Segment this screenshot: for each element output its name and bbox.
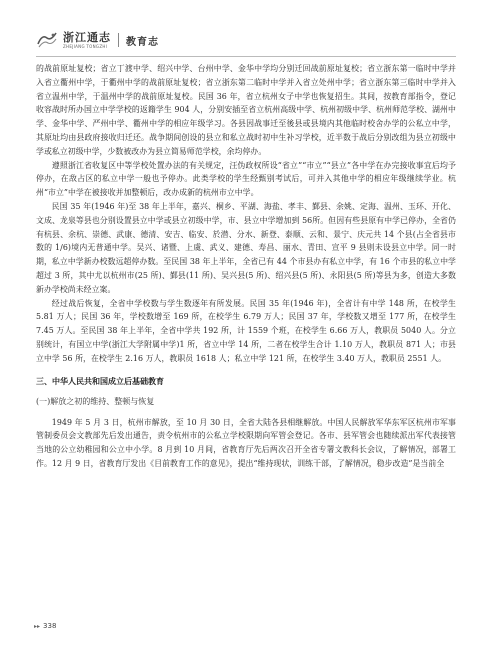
paragraph-4: 经过战后恢复，全省中学校数与学生数逐年有所发展。民国 35 年(1946 年)，全省计有中学 148 所，在校学生 5.81 万人；民国 36 年，学校数增至 169 所，在校学生 6.79 万人；民国 37 年，学校数又增至 177 所，在校学生 7.45 万人。至民国 38 年上半年，全省中学共 192 所，计 1559 个班，在校学生 6.66 万人，教职员 5040 人。分立别统计，有国立中学(浙江大学附属中学)1 所，省立中学 14 所，二者在校学生合计 1.10 万人，教职员 871 人；市县立中学 56 所，在校学生 2.16 万人，教职员 1618 人；私立中学 121 所，在校学生 3.40 万人，教职员 2551 人。 [36,298,456,363]
paragraph-1: 的战前原址复校；省立丁渡中学、绍兴中学、台州中学、金华中学均分别迁回战前原址复校；省立浙东第一临时中学并入省立衢州中学，于衢州中学的战前原址复校；省立浙东第二临时中学并入省立处州中学；省立浙东第三临时中学并入省立温州中学，于温州中学的战前原址复校。民国 36 年，省立杭州女子中学也恢复招生。其间，按教育部指令，登记收容战时所办国立中学学校的返籍学生 904 人，分别安插至省立杭州高级中学、杭州初级中学、杭州师范学校、湖州中学、金华中学、严州中学、衢州中学的相应年级学习。各县因战事迁至後县或县境内其他临时校舍办学的公私立中学，其原址均由县政府接收归迁还。战争期间创设的县立和私立战时初中生补习学校，近半数于战后分别改组为县立初级中学或私立初级中学，少数被改办为县立简易师范学校，余均停办。 [36,64,456,156]
page-number: 338 [43,622,57,630]
logo-chinese: 浙江通志 [63,30,111,44]
logo-english: ZHEJIANG TONGZHI [63,43,108,49]
section-heading: 三、中华人民共和国成立后基础教育 [36,376,164,386]
page-footer [34,622,56,630]
paragraph-5: 1949 年 5 月 3 日，杭州市解放，至 10 月 30 日，全省大陆各县相继解放。中国人民解放军华东军区杭州市军事管制委员会文教部先后发出通告，责令杭州市的公私立学校限期向军管会登记。各市、县军管会也随续派出军代表接管当地的公立幼稚园和公立中小学。8 月到 10 月间，省教育厅先后两次召开全省专署文教科长会议，了解情况，部署工作。12 月 9 日，省教育厅发出《目前教育工作的意见》，提出“维持现状，训练干部，了解情况，稳步改造”是当前全 [36,417,456,468]
volume-title: 教育志 [126,36,159,48]
zhejiang-tongzhi-logo-icon [36,30,58,50]
header-rule [36,56,456,57]
page-marker-icon: ▸▸ [34,622,41,630]
subsection-heading: (一)解放之初的维持、整顿与恢复 [36,396,155,406]
page-body [36,62,456,471]
logo-text [63,32,111,49]
paragraph-2: 遵照浙江省收复区中等学校处置办法的有关规定，汪伪政权所设“省立”“市立”“县立”各中学在办完接收事宜后均予停办，在敌占区的私立中学一般也予停办。此类学校的学生经甄别考试后，可并入其他中学的相应年级继续学业。杭州“市立”中学在被接收并加整顿后，改办成新的杭州市立中学。 [36,160,456,198]
paragraph-3: 民国 35 年(1946 年)至 38 年上半年，嘉兴、桐乡、平湖、海盐、孝丰、鄞县、余姚、定海、温州、玉环、开化、文成、龙泉等县也分别设置县立中学或县立初级中学，市、县立中学增加到 56所。但因有些县原有中学已停办，全省仍有杭县、余杭、崇德、武康、德清、安吉、临安、於潜、分水、新登、泰顺、云和、景宁、庆元共 14 个县(占全省县市数的 1/6)境内无普通中学。吴兴、诸暨、上虞、武义、建德、寿昌、丽水、青田、宣平 9 县则未设县立中学。同一时期，私立中学新办校数远超停办数。至民国 38 年上半年，全省已有 44 个市县办有私立中学，有 16 个市县的私立中学超过 3 所，其中尤以杭州市(25 所)、鄞县(11 所)、吴兴县(5 所)、绍兴县(5 所)、永阳县(5 所)等县为多，创造大多数新办学校尚未经立案。 [36,201,456,294]
header-divider [118,33,119,47]
page-header [36,26,456,54]
